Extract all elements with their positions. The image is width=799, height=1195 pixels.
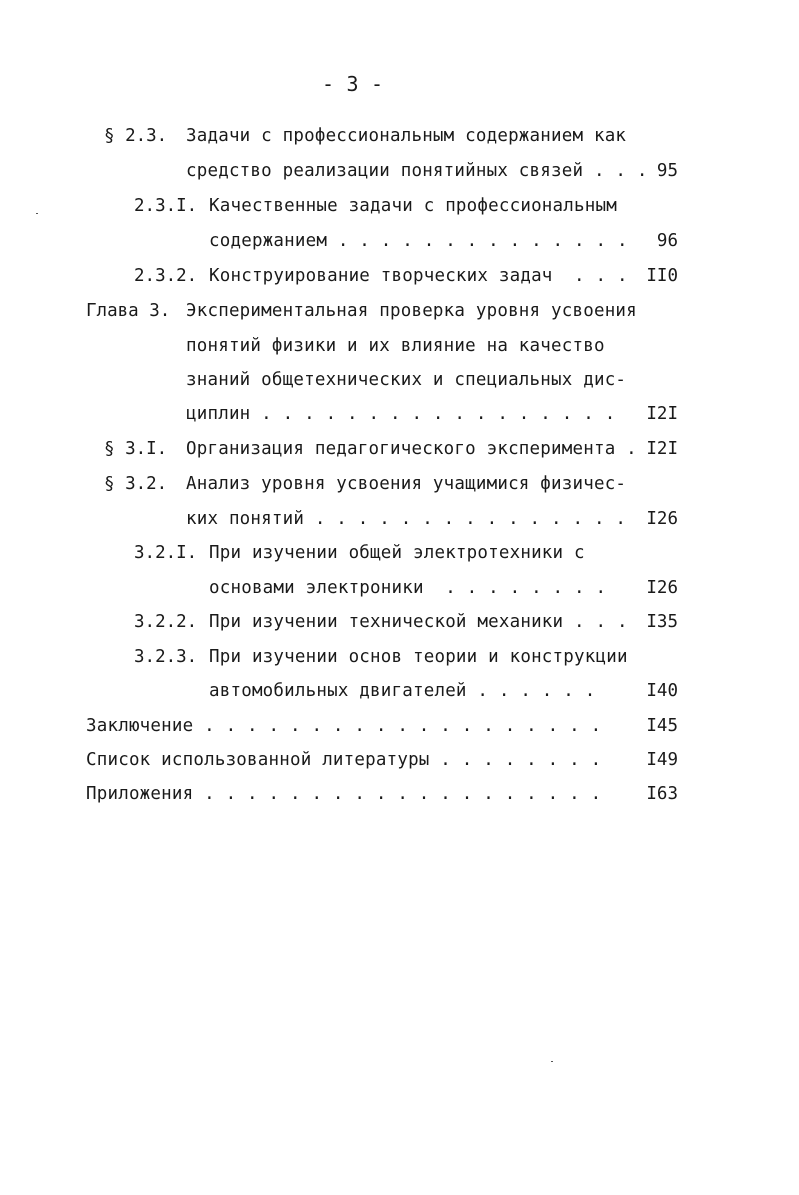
toc-text: При изучении основ теории и конструкции <box>209 647 628 667</box>
toc-text: средство реализации понятийных связей . . . <box>186 161 648 181</box>
toc-text: ких понятий . . . . . . . . . . . . . . . <box>186 509 627 529</box>
toc-text: Экспериментальная проверка уровня усвоения <box>186 301 637 321</box>
toc-text: Анализ уровня усвоения учащимися физичес- <box>186 474 627 494</box>
toc-text: Качественные задачи с профессиональным <box>209 196 617 216</box>
toc-label: 2.3.2. <box>134 266 198 286</box>
toc-text: При изучении технической механики . . . <box>209 612 628 632</box>
toc-text: Организация педагогического эксперимента . <box>186 439 637 459</box>
toc-page: I49 <box>646 750 678 770</box>
toc-text: понятий физики и их влияние на качество <box>186 336 605 356</box>
scan-speck <box>36 213 38 214</box>
scan-speck <box>551 1061 553 1062</box>
toc-page: I26 <box>646 578 678 598</box>
toc-page: 96 <box>656 231 678 251</box>
toc-page: II0 <box>646 266 678 286</box>
toc-label: 3.2.3. <box>134 647 198 667</box>
toc-text: содержанием . . . . . . . . . . . . . . <box>209 231 628 251</box>
toc-text: Приложения . . . . . . . . . . . . . . . . . . . <box>86 784 602 804</box>
toc-text: При изучении общей электротехники с <box>209 543 585 563</box>
toc-text: знаний общетехнических и специальных дис- <box>186 370 627 390</box>
toc-label: § 2.3. <box>104 126 168 146</box>
toc-text: автомобильных двигателей . . . . . . <box>209 681 596 701</box>
toc-text: основами электроники . . . . . . . . <box>209 578 607 598</box>
toc-page: 95 <box>656 161 678 181</box>
toc-text: циплин . . . . . . . . . . . . . . . . . <box>186 404 616 424</box>
toc-label: § 3.I. <box>104 439 168 459</box>
toc-page: I40 <box>646 681 678 701</box>
toc-label: § 3.2. <box>104 474 168 494</box>
toc-label: 3.2.2. <box>134 612 198 632</box>
toc-label: 3.2.I. <box>134 543 198 563</box>
toc-text: Конструирование творческих задач . . . <box>209 266 628 286</box>
toc-label: 2.3.I. <box>134 196 198 216</box>
toc-text: Задачи с профессиональным содержанием как <box>186 126 627 146</box>
toc-page: I63 <box>646 784 678 804</box>
toc-page: I2I <box>646 439 678 459</box>
toc-page: I2I <box>646 404 678 424</box>
toc-page: I45 <box>646 716 678 736</box>
toc-label: Глава 3. <box>86 301 171 321</box>
toc-page: I35 <box>646 612 678 632</box>
toc-text: Заключение . . . . . . . . . . . . . . . . . . . <box>86 716 602 736</box>
toc-page: I26 <box>646 509 678 529</box>
toc-text: Список использованной литературы . . . . . . . . <box>86 750 602 770</box>
page-number-header: - 3 - <box>322 72 384 96</box>
